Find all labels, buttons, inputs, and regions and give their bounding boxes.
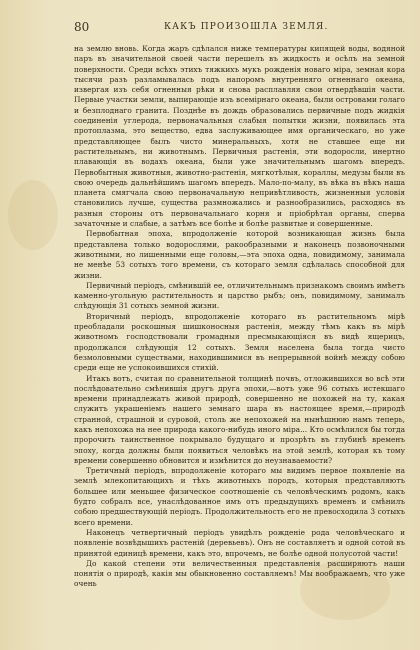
paragraph: Первобытная эпоха, впродолженіе которой возникающая жизнь была представлена только водорослями, ракообразными и наконецъ позвоночными животными, но лишенными еще головы,—эта эпоха одна, повидимому, занимала не менѣе 53 сотыхъ того времени, съ котораго земля сдѣлалась способной для жизни.	[74, 229, 405, 280]
paragraph: Итакъ вотъ, считая по сравнительной толщинѣ почвъ, отложившихся во всѣ эти послѣдовательно смѣнившія другъ друга эпохи,—вотъ уже 96 сотыхъ истекшаго времени принадлежатъ живой природѣ, совершенно не похожей на ту, какая служитъ украшеніемъ нашего земнаго шара въ настоящее время,—природѣ странной, страшной и суровой, столь же непохожей на нынѣшнюю намъ теперь, какъ непохожа на нее природа какого-нибудь иного міра... Кто осмѣлился бы тогда пророчить таинственное покрывало будущаго и прозрѣть въ глубинѣ временъ эпоху, когда должны были появиться человѣкъ на этой землѣ, которая къ тому времени совершенно обновится и измѣнится до неузнаваемости?	[74, 373, 405, 465]
body-text	[74, 44, 405, 590]
running-title: КАКЪ ПРОИЗОШЛА ЗЕМЛЯ.	[164, 22, 329, 32]
paragraph: Первичный періодъ, смѣнившій ее, отличительнымъ признакомъ своимъ имѣетъ каменно-угольную растительность и царство рыбъ; онъ, повидимому, занималъ слѣдующія 31 сотыхъ земной жизни.	[74, 280, 405, 311]
paragraph: Наконецъ четвертичный періодъ увидѣлъ рожденіе рода человѣческаго и появленіе возвѣдышихъ растеній (деревьевъ). Онъ не составляетъ и одной сотой въ принятой единицѣ времени, какъ это, впрочемъ, не болѣе одной полусотой части!	[74, 527, 405, 558]
paragraph: Третичный періодъ, впродолженіе котораго мы видимъ первое появленіе на землѣ млекопитающихъ и тѣхъ животныхъ породъ, которыя представляютъ большее или меньшее физическое соотношеніе съ человѣческимъ родомъ, какъ будто собралъ все, унаслѣдованное имъ отъ предыдущихъ временъ и смѣнилъ собою предшествующій періодъ. Продолжительность его не превосходила 3 сотыхъ всего времени.	[74, 466, 405, 527]
paper-stain	[8, 180, 58, 250]
paragraph: Вторичный періодъ, впродолженіе котораго въ растительномъ мірѣ преобладали роскошныя шишконосныя растенія, между тѣмъ какъ въ мірѣ животномъ господствовали громадныя пресмыкающіяся въ видѣ ящерицъ, продолжался слѣдующія 12 сотыхъ. Земля населена была тогда чисто безмоловными существами, находившимися въ непрерывной войнѣ между собою среди еще не успокоившихся стихій.	[74, 311, 405, 373]
page-header	[74, 20, 400, 36]
paragraph: До какой степени эти величественныя представленія расширяютъ наши понятія о природѣ, какія мы обыкновенно составляемъ! Мы воображаемъ, что уже очень	[74, 558, 405, 589]
page-number: 80	[74, 20, 90, 34]
paragraph: на землю вновь. Когда жаръ сдѣлался ниже температуры кипящей воды, водяной паръ въ значительной своей части перешелъ въ жидкость и осѣлъ на земной поверхности. Среди всѣхъ этихъ тяжкихъ мукъ рожденія новаго міра, земная кора тысячи разъ разламывалась подъ напоромъ внутренняго огненнаго океана, извергая изъ себя огненныя рѣки и снова расплавляя свои отвердѣвшія части. Первые участки земли, выпирающіе изъ всемірнаго океана, были островами голаго и безплоднаго гранита. Позднѣе въ дождь образовались первичные подъ жидкія соединенія углерода, первоначальныя слабыя попытки жизни, появилась эта протоплазма, это вещество, едва заслуживающее имя органическаго, но уже представляющее былъ чисто минеральныхъ, хотя не ставшее еще ни растительнымъ, ни животнымъ. Первичныя растенія, эти водоросли, инертно плавающія въ водахъ океана, были уже значительнымъ шагомъ впередъ. Первобытныя животныя, животно-растенія, мягкотѣлыя, кораллы, медузы были въ свою очередь дальнѣйшимъ шагомъ впередъ. Мало-по-малу, въ вѣка въ вѣкъ наша планета смягчала свою первоначальную непривѣтливость, жизненныя условія становились лучше, существа размножались и разнообразились, расходясь въ разныя стороны отъ первоначальнаго корня и пріобрѣтая органы, сперва зачаточные и слабые, а затѣмъ все болѣе и болѣе развитые и совершенные.	[74, 44, 405, 229]
